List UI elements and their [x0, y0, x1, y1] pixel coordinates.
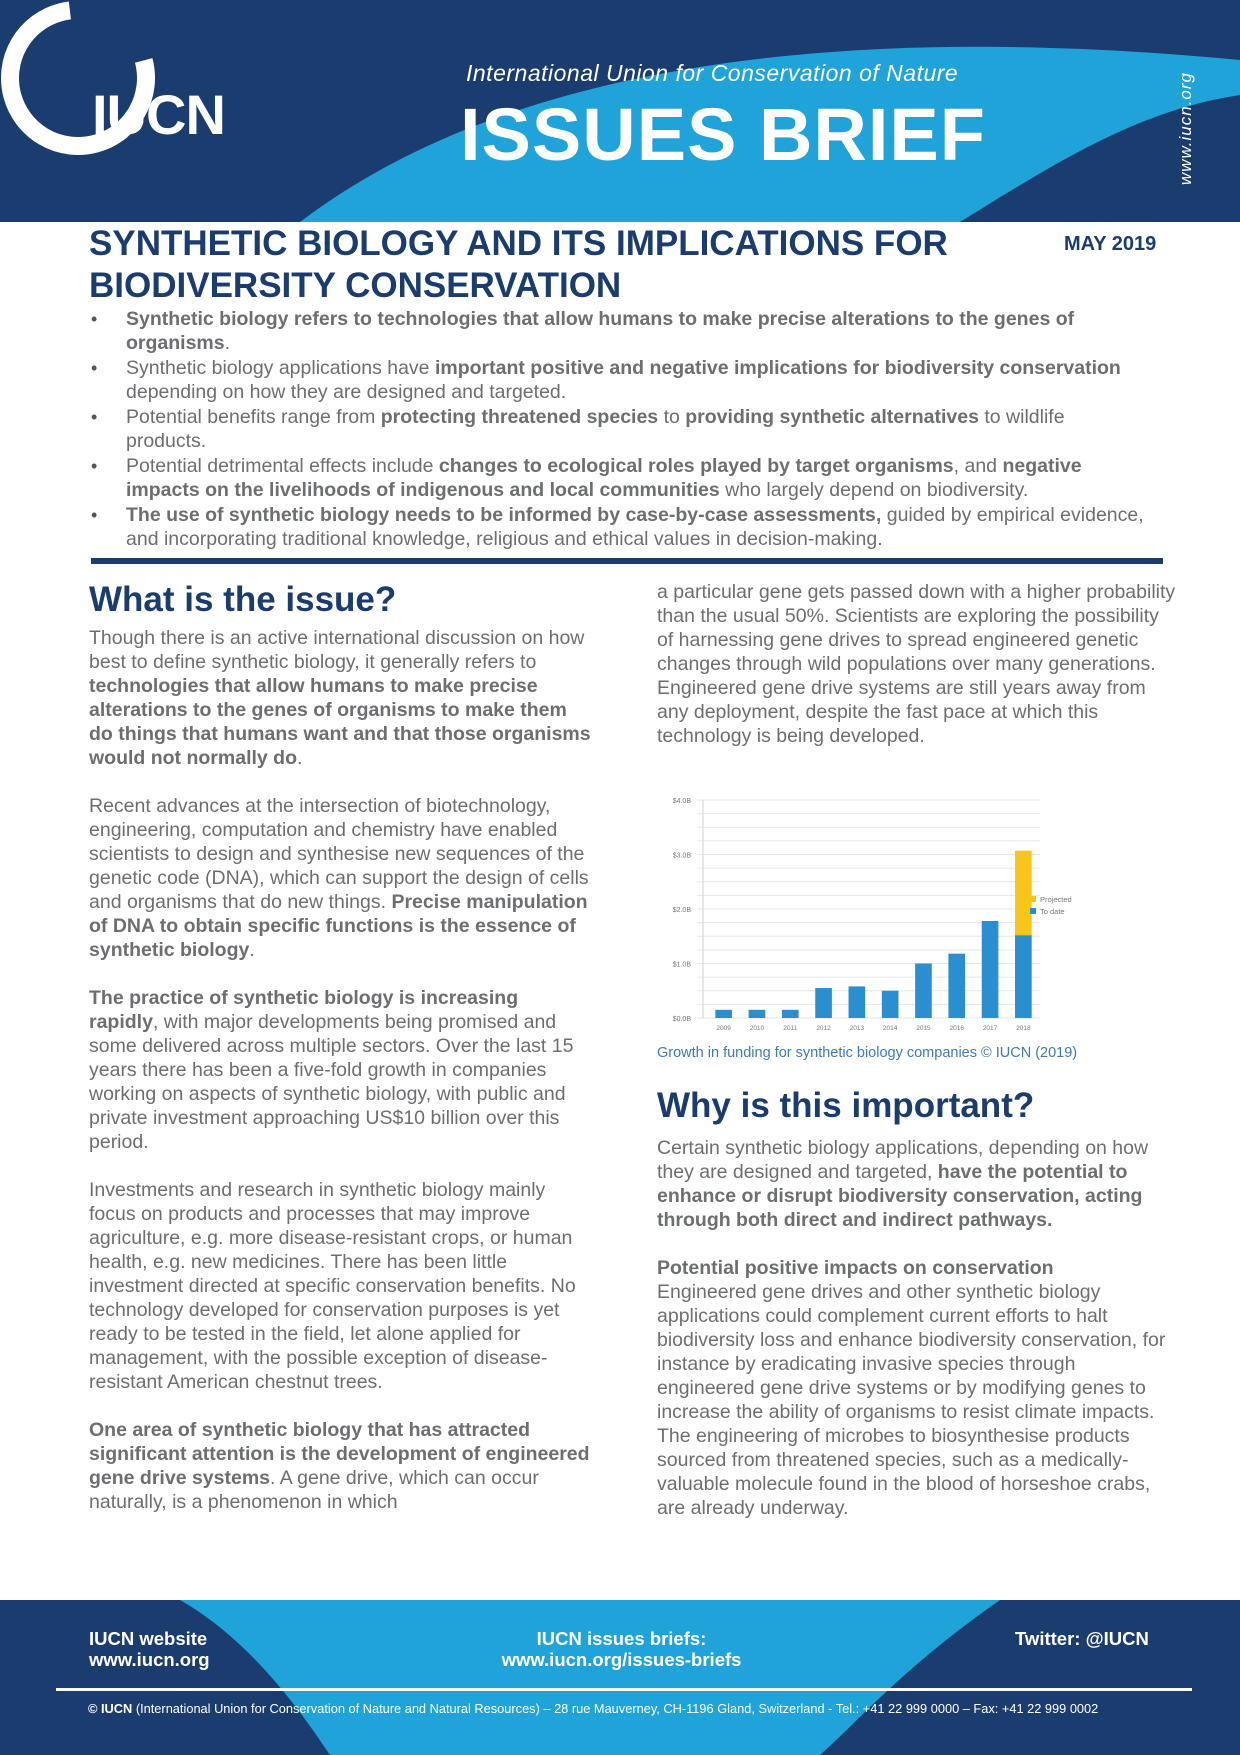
- chart-bar-to-date: [849, 986, 866, 1018]
- bold-text: changes to ecological roles played by target organisms: [438, 455, 954, 477]
- bold-text: Synthetic biology refers to technologies that allow humans to make precise alterations to the genes of organisms: [126, 308, 1075, 354]
- right-column-bottom: [657, 1086, 1177, 1544]
- chart-xtick-label: 2018: [1016, 1025, 1031, 1032]
- chart-xtick-label: 2016: [949, 1025, 964, 1032]
- key-point-item: [89, 405, 1149, 453]
- text-run: who largely depend on biodiversity.: [719, 479, 1029, 501]
- bold-text: negative impacts on the livelihoods of indigenous and local communities: [126, 455, 1082, 501]
- footer-background: [0, 1600, 1240, 1755]
- chart-bar-to-date: [749, 1010, 766, 1018]
- text-run: to: [658, 406, 686, 428]
- text-run: Investments and research in synthetic biology mainly focus on products and processes that may improve agriculture, e.g. more disease-resistant crops, or human health, e.g. new medicines. There has been little investment directed at specific conservation benefits. No technology developed for conservation purposes is yet ready to be tested in the field, let alone applied for management, with the possible exception of disease-resistant American chestnut trees.: [89, 1179, 576, 1393]
- title-line-2: BIODIVERSITY CONSERVATION: [89, 266, 622, 305]
- bold-text: One area of synthetic biology that has attracted significant attention is the development of engineered gene drive systems: [89, 1419, 590, 1489]
- title-line-1: SYNTHETIC BIOLOGY AND ITS IMPLICATIONS FOR: [89, 224, 948, 263]
- document-title: [89, 223, 1029, 307]
- section-heading-issue: What is the issue?: [89, 580, 397, 619]
- text-run: Synthetic biology applications have: [126, 357, 435, 379]
- bold-text: providing synthetic alternatives: [685, 406, 979, 428]
- chart-legend-swatch: [1030, 908, 1036, 914]
- left-paragraph: [89, 1178, 591, 1394]
- chart-xtick-label: 2017: [982, 1025, 998, 1032]
- footer-twitter[interactable]: Twitter: @IUCN: [1015, 1628, 1149, 1649]
- footer-divider: [56, 1688, 1192, 1691]
- chart-caption: Growth in funding for synthetic biology companies © IUCN (2019): [657, 1045, 1078, 1061]
- chart-bar-to-date: [715, 1010, 732, 1018]
- key-point-item: [89, 307, 1149, 355]
- chart-bar-to-date: [815, 988, 832, 1018]
- text-run: Recent advances at the intersection of biotechnology, engineering, computation and chemistry have enabled scientists to design and synthesise new sequences of the genetic code (DNA), which can support the design of cells and organisms that do new things.: [89, 795, 589, 913]
- text-run: Certain synthetic biology applications, depending on how they are designed and targeted,: [657, 1137, 1149, 1183]
- text-run: to wildlife products.: [126, 406, 1065, 452]
- bold-text: have the potential to enhance or disrupt biodiversity conservation, acting through both direct and indirect pathways.: [657, 1161, 1143, 1231]
- org-name: International Union for Conservation of Nature: [466, 60, 959, 86]
- text-run: .: [224, 332, 231, 354]
- chart-xtick-label: 2010: [749, 1025, 765, 1032]
- footer-address-text: (International Union for Conservation of Nature and Natural Resources) – 28 rue Mauverney, CH-1196 Gland, Switzerland - Tel.: +41 22 999 0000 – Fax: +41 22 999 0002: [132, 1701, 1099, 1716]
- chart-xtick-label: 2009: [716, 1025, 731, 1032]
- iucn-logo-text: IUCN: [92, 83, 225, 146]
- footer-website-link[interactable]: www.iucn.org: [89, 1649, 210, 1670]
- chart-xtick-label: 2011: [783, 1025, 798, 1032]
- chart-xtick-label: 2012: [816, 1025, 831, 1032]
- chart-bar-to-date: [1015, 935, 1032, 1018]
- publication-date: MAY 2019: [1064, 233, 1157, 255]
- text-run: , and: [953, 455, 1003, 477]
- footer: [0, 1600, 1240, 1755]
- website-vertical[interactable]: www.iucn.org: [1176, 72, 1195, 186]
- footer-briefs: [499, 1628, 744, 1670]
- footer-website-label: IUCN website: [89, 1628, 208, 1649]
- chart-xtick-label: 2014: [882, 1025, 898, 1032]
- text-run: depending on how they are designed and targeted.: [126, 381, 567, 403]
- bold-text: The use of synthetic biology needs to be informed by case-by-case assessments,: [126, 504, 882, 526]
- footer-briefs-label: IUCN issues briefs:: [536, 1628, 707, 1649]
- text-run: .: [297, 747, 303, 769]
- key-points-list: [89, 307, 1149, 552]
- funding-chart-svg: [655, 792, 1095, 1034]
- text-run: Though there is an active international discussion on how best to define synthetic biology, it generally refers to: [89, 627, 585, 673]
- bold-text: technologies that allow humans to make precise alterations to the genes of organisms to make them do things that humans want and that those organisms would not normally do: [89, 675, 591, 769]
- chart-legend-swatch: [1030, 896, 1036, 902]
- chart-bar-to-date: [948, 954, 965, 1018]
- header-banner: [0, 0, 1240, 222]
- left-paragraph: [89, 986, 591, 1154]
- bold-text: The practice of synthetic biology is increasing rapidly: [89, 987, 519, 1033]
- text-run: .: [249, 939, 255, 961]
- chart-xtick-label: 2015: [916, 1025, 931, 1032]
- gene-drive-continuation: a particular gene gets passed down with a higher probability than the usual 50%. Scientists are exploring the possibility of harnessing gene drives to spread engineered genetic changes through wild populations over many generations. Engineered gene drive systems are still years away from any deployment, despite the fast pace at which this technology is being developed.: [657, 581, 1176, 747]
- importance-intro: [657, 1136, 1177, 1232]
- text-run: guided by empirical evidence, and incorporating traditional knowledge, religious and ethical values in decision-making.: [126, 504, 1144, 550]
- bold-text: protecting threatened species: [380, 406, 659, 428]
- bold-text: important positive and negative implications for biodiversity conservation: [434, 357, 1121, 379]
- left-paragraphs: [89, 626, 591, 1514]
- chart-bar-to-date: [915, 964, 932, 1019]
- key-point-item: [89, 503, 1149, 551]
- section-divider: [91, 558, 1163, 564]
- footer-address: [88, 1701, 1098, 1716]
- text-run: Potential benefits range from: [126, 406, 381, 428]
- chart-ytick-label: $4.0B: [672, 798, 691, 805]
- footer-briefs-link[interactable]: www.iucn.org/issues-briefs: [501, 1649, 742, 1670]
- footer-copyright: © IUCN: [88, 1701, 133, 1716]
- positive-impacts-body: Engineered gene drives and other synthetic biology applications could complement current efforts to halt biodiversity loss and enhance biodiversity conservation, for instance by eradicating invasive species through engineered gene drive systems or by modifying genes to increase the ability of organisms to resist climate impacts. The engineering of microbes to biosynthesise products sourced from threatened species, such as a medically-valuable molecule found in the blood of horseshoe crabs, are already underway.: [657, 1281, 1166, 1519]
- right-column-top: [657, 580, 1177, 772]
- left-paragraph: [89, 1418, 591, 1514]
- left-column: [89, 580, 591, 1538]
- chart-ytick-label: $3.0B: [672, 852, 691, 860]
- chart-xtick-label: 2013: [849, 1025, 865, 1032]
- text-run: , with major developments being promised and some delivered across multiple sectors. Over the last 15 years there has been a five-fold growth in companies working on aspects of synthetic biology, with public and private investment approaching US$10 billion over this period.: [89, 1011, 574, 1153]
- key-point-item: [89, 454, 1149, 502]
- text-run: Potential detrimental effects include: [126, 455, 439, 477]
- chart-bar-to-date: [882, 991, 899, 1018]
- left-paragraph: [89, 794, 591, 962]
- brief-title: ISSUES BRIEF: [460, 93, 986, 176]
- section-heading-importance: Why is this important?: [657, 1086, 1035, 1125]
- positive-impacts-subheading: Potential positive impacts on conservation: [657, 1257, 1054, 1279]
- chart-ytick-label: $1.0B: [672, 961, 691, 969]
- text-run: . A gene drive, which can occur naturally, is a phenomenon in which: [89, 1467, 539, 1513]
- chart-legend-label: To date: [1040, 907, 1065, 916]
- chart-ytick-label: $2.0B: [672, 907, 691, 914]
- chart-bar-to-date: [982, 921, 999, 1018]
- left-paragraph: [89, 626, 591, 770]
- funding-chart: [655, 792, 1095, 1034]
- bold-text: Precise manipulation of DNA to obtain specific functions is the essence of synthetic biology: [89, 891, 588, 961]
- chart-legend-label: Projected: [1040, 895, 1072, 904]
- chart-bar-projected: [1015, 851, 1032, 935]
- footer-website: [89, 1628, 210, 1670]
- chart-ytick-label: $0.0B: [672, 1016, 691, 1023]
- key-point-item: [89, 356, 1149, 404]
- chart-bar-to-date: [782, 1010, 799, 1018]
